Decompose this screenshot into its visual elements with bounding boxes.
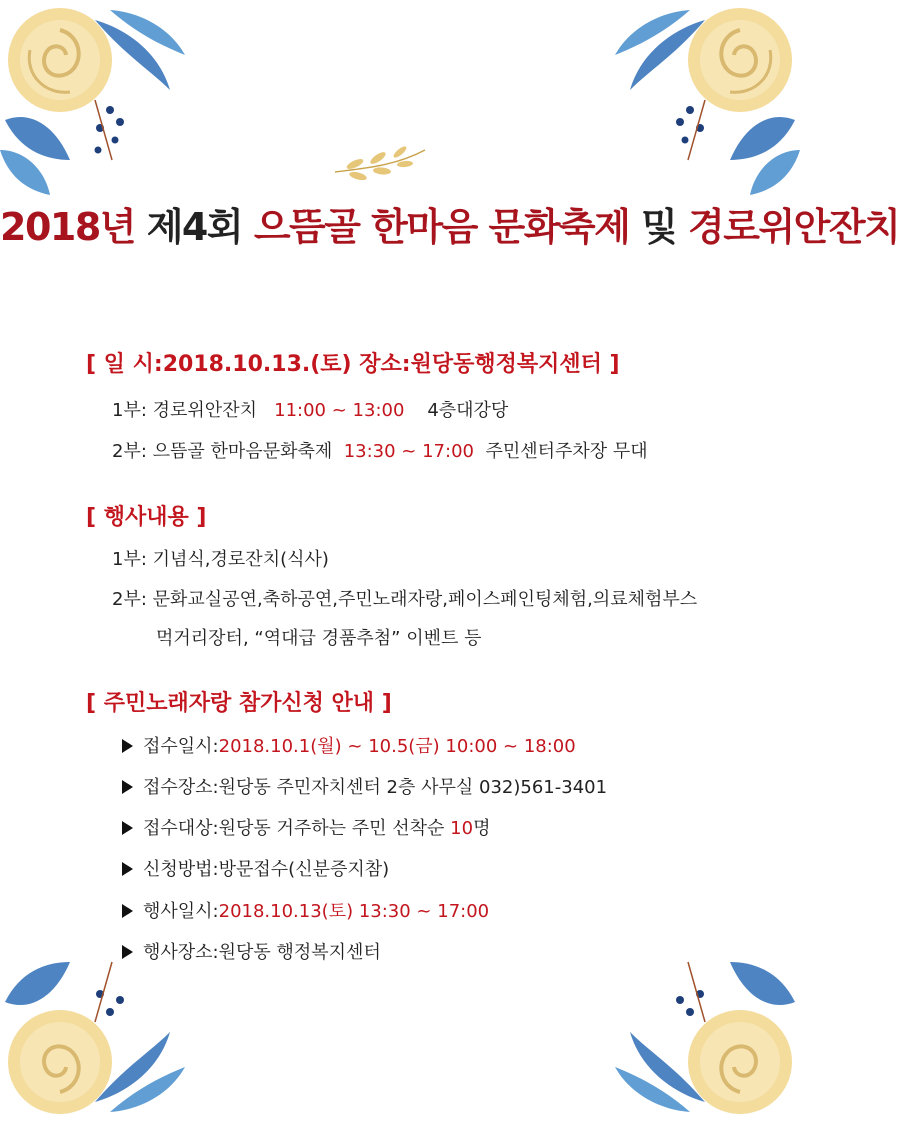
triangle-bullet-icon (122, 821, 133, 835)
rose-corner-decoration-top-right (600, 0, 800, 200)
contest-item-5: 행사일시:2018.10.13(토) 13:30 ~ 17:00 (122, 897, 489, 923)
title-and: 및 (641, 205, 677, 249)
contest-item-4: 신청방법:방문접수(신분증지참) (122, 855, 389, 881)
title-festival: 으뜸골 한마음 문화축제 (253, 205, 630, 249)
contest-item-6: 행사장소:원당동 행정복지센터 (122, 938, 381, 964)
contest-item-3: 접수대상:원당동 거주하는 주민 선착순 10명 (122, 814, 490, 840)
schedule-heading: [ 일 시:2018.10.13.(토) 장소:원당동행정복지센터 ] (86, 352, 620, 377)
content-part2-continued: 먹거리장터, “역대급 경품추첨” 이벤트 등 (156, 628, 482, 649)
contest-item-2: 접수장소:원당동 주민자치센터 2층 사무실 032)561-3401 (122, 773, 607, 799)
rose-corner-decoration-bottom-right (600, 922, 800, 1122)
title-nth: 제4회 (146, 205, 243, 249)
title-year: 2018년 (0, 205, 135, 249)
triangle-bullet-icon (122, 739, 133, 753)
date-value: 2018.10.13.(토) (162, 352, 352, 377)
content-part1: 1부: 기념식,경로잔치(식사) (112, 549, 329, 570)
triangle-bullet-icon (122, 945, 133, 959)
triangle-bullet-icon (122, 862, 133, 876)
contest-item-1: 접수일시:2018.10.1(월) ~ 10.5(금) 10:00 ~ 18:00 (122, 732, 576, 758)
content-heading: [ 행사내용 ] (86, 505, 207, 530)
title-feast: 경로위안잔치 (688, 205, 899, 249)
contest-heading: [ 주민노래자랑 참가신청 안내 ] (86, 691, 392, 716)
rose-corner-decoration-top-left (0, 0, 200, 200)
page-title (0, 196, 899, 251)
triangle-bullet-icon (122, 904, 133, 918)
place-value: 원당동행정복지센터 (410, 352, 602, 377)
schedule-part2: 2부: 으뜸골 한마음문화축제 13:30 ~ 17:00 주민센터주차장 무대 (112, 441, 648, 462)
schedule-part1: 1부: 경로위안잔치 11:00 ~ 13:00 4층대강당 (112, 400, 509, 421)
leaf-sprig-decoration (330, 140, 430, 185)
date-label: 일 시: (103, 352, 163, 377)
triangle-bullet-icon (122, 780, 133, 794)
place-label: 장소: (359, 352, 411, 377)
content-part2: 2부: 문화교실공연,축하공연,주민노래자랑,페이스페인팅체험,의료체험부스 (112, 589, 698, 610)
